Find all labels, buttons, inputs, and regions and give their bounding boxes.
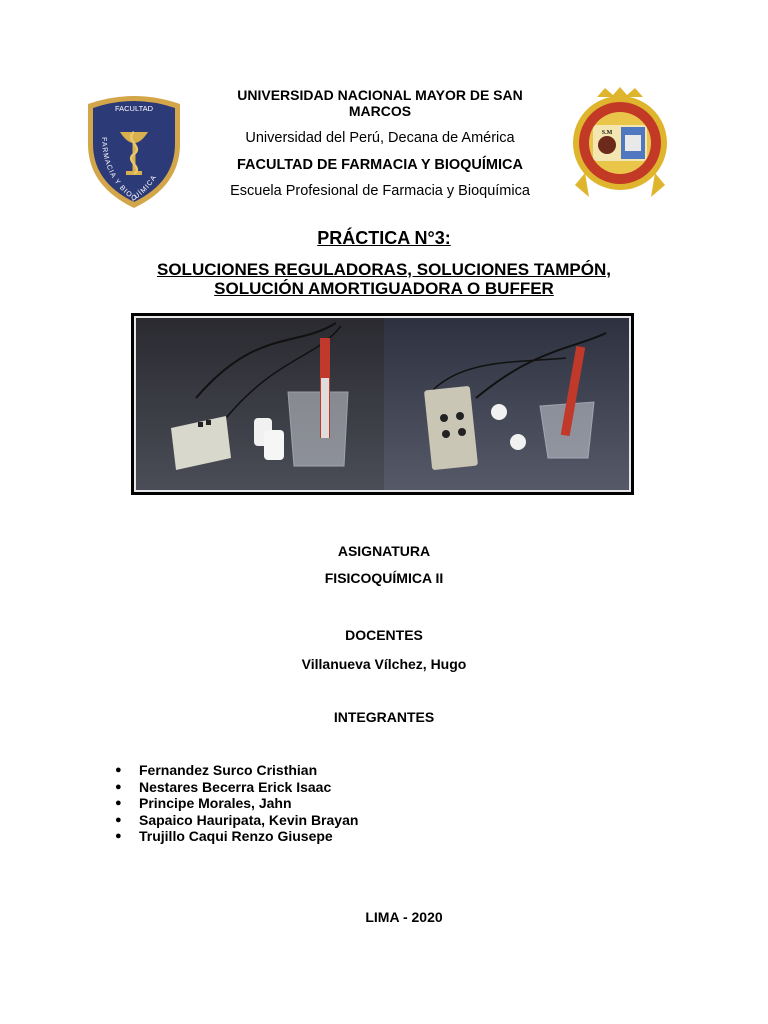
logo-ring-text: FARMACIA Y BIOQUÍMICA [99, 136, 159, 203]
faculty-shield-icon [80, 92, 188, 210]
university-tagline: Universidad del Perú, Decana de América [245, 130, 515, 146]
members-label: INTEGRANTES [333, 709, 435, 725]
subtitle-line-1: SOLUCIONES REGULADORAS, SOLUCIONES TAMPÓN, [157, 260, 611, 279]
subject-label: ASIGNATURA [337, 543, 431, 559]
list-item: ● Fernandez Surco Cristhian [115, 762, 358, 779]
practice-title: PRÁCTICA N°3: [317, 228, 451, 248]
members-list [115, 762, 358, 845]
unmsm-seal-icon [567, 85, 673, 203]
list-item: ● Nestares Becerra Erick Isaac [115, 779, 358, 796]
teachers-label: DOCENTES [345, 627, 423, 643]
seal-inner-text: S.M [601, 130, 613, 136]
subject-value: FISICOQUÍMICA II [324, 570, 444, 586]
list-item: ● Trujillo Caqui Renzo Giusepe [115, 828, 358, 845]
teachers-value: Villanueva Vílchez, Hugo [301, 656, 467, 672]
school-name: Escuela Profesional de Farmacia y Bioquímica [230, 183, 530, 199]
ph-meter-photo [131, 313, 634, 495]
university-name: UNIVERSIDAD NACIONAL MAYOR DE SAN MARCOS [237, 87, 523, 119]
faculty-name: FACULTAD DE FARMACIA Y BIOQUÍMICA [237, 157, 523, 173]
list-item: ● Principe Morales, Jahn [115, 795, 358, 812]
subtitle-line-2: SOLUCIÓN AMORTIGUADORA O BUFFER [214, 279, 554, 298]
place-year: LIMA - 2020 [365, 909, 443, 925]
practice-subtitle [84, 260, 684, 298]
logo-top-text: FACULTAD [114, 104, 154, 113]
list-item: ● Sapaico Hauripata, Kevin Brayan [115, 812, 358, 829]
